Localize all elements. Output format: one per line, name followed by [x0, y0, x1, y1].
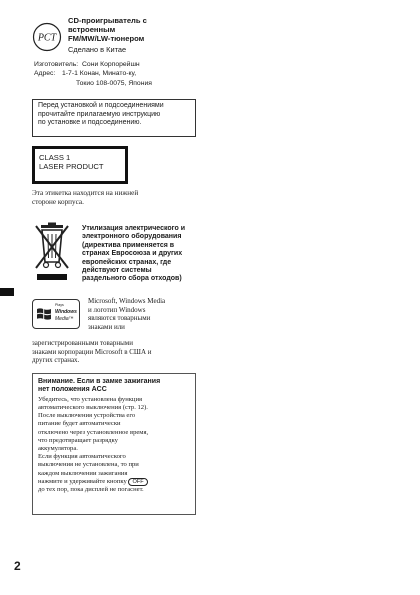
windows-logo-line1: Windows [55, 309, 77, 315]
laser-product-label: CLASS 1 LASER PRODUCT [32, 146, 128, 184]
page-number: 2 [14, 559, 21, 573]
crossed-wheelie-bin-icon [32, 222, 72, 282]
made-in-text: Сделано в Китае [68, 45, 127, 54]
acc-warning-title: Внимание. Если в замке зажигания нет положения ACC [38, 378, 161, 394]
pct-certification-logo-icon [32, 22, 62, 52]
address-line-2: Токио 108-0075, Япония [76, 79, 152, 87]
maker-value: Сони Корпорейшн [82, 61, 140, 68]
off-button-key: OFF [128, 478, 147, 486]
windows-flag-icon [36, 306, 52, 322]
weee-disposal-text: Утилизация электрического и электронного оборудования (директива применяется в странах Евросоюза и других европейских странах, где действуют системы раздельного сбора отходов) [82, 225, 185, 283]
windows-media-logo [32, 299, 80, 329]
windows-trademark-text-top: Microsoft, Windows Media и логотип Windows являются товарными знаками или [88, 297, 166, 331]
address-label: Адрес: [34, 70, 56, 78]
laser-label-note: Эта этикетка находится на нижней стороне корпуса. [32, 189, 139, 206]
acc-warning-box [32, 373, 196, 515]
address-line-1: 1-7-1 Конан, Минато-ку, [62, 70, 137, 78]
windows-trademark-text-bottom: зарегистрированными товарными знаками корпорации Microsoft в США и других странах. [32, 339, 152, 365]
windows-logo-small-text: Plays [55, 303, 64, 307]
manufacturer-info [34, 60, 234, 88]
maker-label: Изготовитель: [34, 61, 79, 68]
press-instruction: нажмите и удерживайте кнопку [38, 477, 127, 485]
acc-warning-body: Убедитесь, что установлена функция автоматического выключения (стр. 12). После выключения устройства его питание будет автоматически отключено через установленное время, что предотвращает разрядку аккумулятора. Если функция автоматического выключения не установлена, то при каждом выключении зажигания нажмите и удерживайте кнопку OFF до тех пор, пока дисплей не погаснет. [38, 395, 149, 494]
product-title: CD-проигрыватель с встроенным FM/MW/LW-тюнером [68, 16, 147, 44]
installation-notice-box: Перед установкой и подсоединениями прочитайте прилагаемую инструкцию по установке и подсоединению. [32, 99, 196, 137]
windows-logo-line2: Media™ [55, 316, 74, 322]
pct-logo-text: PCT [37, 32, 57, 44]
section-tab-marker [0, 288, 14, 296]
